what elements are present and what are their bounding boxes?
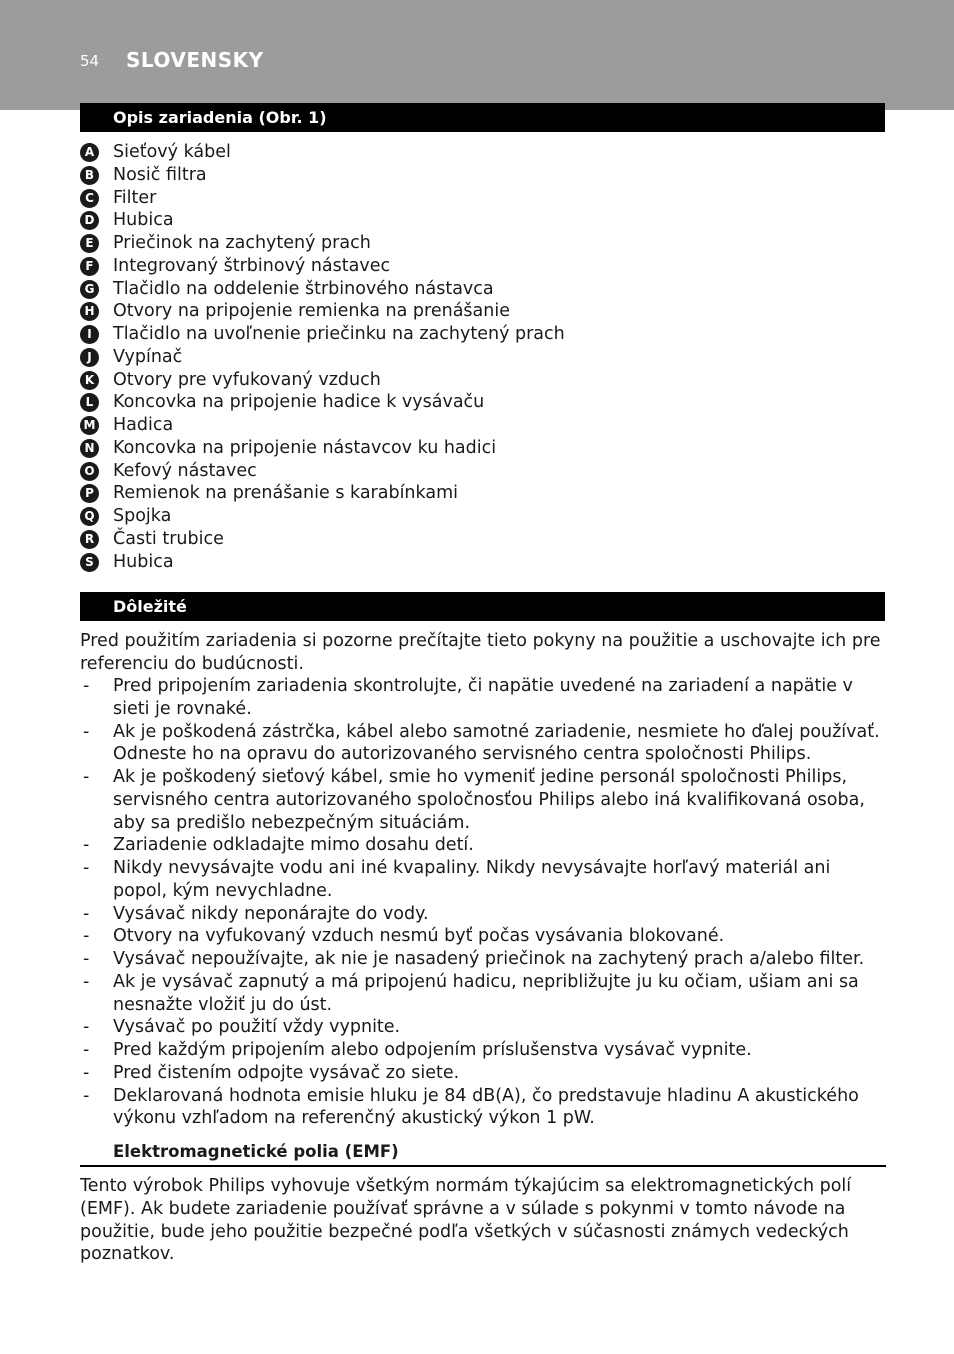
bullet-text: Ak je poškodená zástrčka, kábel alebo samotné zariadenie, nesmiete ho ďalej používať. Odneste ho na opravu do autorizovaného servisného centra spoločnosti Philips. <box>113 721 880 765</box>
letter-badge: O <box>80 462 99 481</box>
letter-badge: K <box>80 371 99 390</box>
list-item-label: Otvory na pripojenie remienka na prenášanie <box>113 301 510 322</box>
bullet-dash: - <box>83 858 90 878</box>
bullet-text: Ak je poškodený sieťový kábel, smie ho vymeniť jedine personál spoločnosti Philips, servisného centra autorizovaného spoločnosťou Philips alebo iná kvalifikovaná osoba, aby sa predišlo nebezpečným situáciám. <box>113 767 865 833</box>
list-item-label: Integrovaný štrbinový nástavec <box>113 255 391 276</box>
bullet-dash: - <box>83 903 90 924</box>
bullet-text: Vysávač nikdy neponárajte do vody. <box>113 903 429 924</box>
bullet-dash: - <box>83 971 90 992</box>
page-number: 54 <box>80 52 100 70</box>
bullet-text: Deklarovaná hodnota emisie hluku je 84 dB(A), čo predstavuje hladinu A akustického výkonu vzhľadom na referenčný akustický výkon 1 pW. <box>113 1085 859 1129</box>
list-item-label: Hadica <box>113 415 174 435</box>
list-item <box>80 300 885 323</box>
section-bar-important <box>80 592 885 621</box>
list-item <box>80 141 885 164</box>
emf-divider <box>80 1165 886 1167</box>
list-item <box>80 948 885 971</box>
list-item <box>80 675 885 721</box>
bullet-text: Pred každým pripojením alebo odpojením príslušenstva vysávač vypnite. <box>113 1040 752 1060</box>
list-item <box>80 323 885 346</box>
bullet-dash: - <box>83 1085 90 1106</box>
list-item <box>80 1039 885 1062</box>
list-item <box>80 857 885 903</box>
emf-body: Tento výrobok Philips vyhovuje všetkým normám týkajúcim sa elektromagnetických polí (EMF). Ak budete zariadenie používať správne a v súlade s pokynmi v tomto návode na použitie, bude jeho použitie bezpečné podľa všetkých v súčasnosti známych vedeckých poznatkov. <box>80 1176 852 1265</box>
list-item <box>80 834 885 857</box>
list-item-label: Spojka <box>113 506 172 526</box>
list-item-label: Otvory pre vyfukovaný vzduch <box>113 369 381 390</box>
bullet-dash: - <box>83 1062 90 1083</box>
bullet-text: Pred pripojením zariadenia skontrolujte, či napätie uvedené na zariadení a napätie v sieti je rovnaké. <box>113 676 853 719</box>
list-item-label: Tlačidlo na uvoľnenie priečinku na zachytený prach <box>113 324 565 344</box>
list-item-label: Sieťový kábel <box>113 142 231 162</box>
bullet-text: Pred čistením odpojte vysávač zo siete. <box>113 1062 460 1083</box>
letter-badge: E <box>80 234 99 253</box>
section-bar-description <box>80 103 885 132</box>
letter-badge: N <box>80 439 99 458</box>
list-item <box>80 766 885 834</box>
letter-badge: F <box>80 257 99 276</box>
list-item-label: Filter <box>113 187 157 208</box>
list-item-label: Koncovka na pripojenie hadice k vysávaču <box>113 392 485 413</box>
letter-badge: P <box>80 484 99 503</box>
bullet-dash: - <box>83 949 90 969</box>
list-item-label: Koncovka na pripojenie nástavcov ku hadici <box>113 437 497 458</box>
list-item <box>80 278 885 301</box>
bullet-dash: - <box>83 721 90 742</box>
list-item <box>80 1062 885 1085</box>
letter-badge: J <box>80 348 99 367</box>
bullet-dash: - <box>83 926 90 947</box>
list-item <box>80 414 885 437</box>
list-item <box>80 971 885 1017</box>
bullet-text: Otvory na vyfukovaný vzduch nesmú byť počas vysávania blokované. <box>113 926 725 947</box>
bullet-dash: - <box>83 835 90 856</box>
page-header <box>0 0 954 110</box>
list-item <box>80 1016 885 1039</box>
list-item <box>80 505 885 528</box>
letter-badge: B <box>80 166 99 185</box>
list-item-label: Hubica <box>113 210 174 231</box>
language-title: SLOVENSKY <box>126 48 264 72</box>
list-item <box>80 437 885 460</box>
letter-badge: D <box>80 211 99 230</box>
list-item-label: Remienok na prenášanie s karabínkami <box>113 483 458 504</box>
list-item <box>80 1085 885 1131</box>
letter-badge: L <box>80 393 99 412</box>
letter-badge: A <box>80 143 99 162</box>
emf-heading: Elektromagnetické polia (EMF) <box>113 1142 399 1161</box>
section-title-important: Dôležité <box>113 597 187 616</box>
list-item-label: Priečinok na zachytený prach <box>113 233 371 253</box>
letter-badge: S <box>80 553 99 572</box>
list-item <box>80 255 885 278</box>
bullet-text: Ak je vysávač zapnutý a má pripojenú hadicu, nepribližujte ju ku očiam, ušiam ani sa nesnažte vložiť ju do úst. <box>113 971 859 1015</box>
list-item <box>80 528 885 551</box>
list-item <box>80 369 885 392</box>
list-item <box>80 460 885 483</box>
list-item-label: Tlačidlo na oddelenie štrbinového nástavca <box>113 278 494 299</box>
list-item <box>80 903 885 926</box>
bullet-text: Zariadenie odkladajte mimo dosahu detí. <box>113 835 474 856</box>
list-item <box>80 482 885 505</box>
bullet-dash: - <box>83 767 90 787</box>
list-item <box>80 232 885 255</box>
list-item <box>80 164 885 187</box>
letter-badge: I <box>80 325 99 344</box>
bullet-dash: - <box>83 1017 90 1038</box>
list-item <box>80 346 885 369</box>
letter-badge: M <box>80 416 99 435</box>
list-item <box>80 209 885 232</box>
bullet-dash: - <box>83 676 90 696</box>
list-item-label: Vypínač <box>113 346 183 367</box>
bullet-dash: - <box>83 1040 90 1060</box>
list-item <box>80 721 885 767</box>
list-item-label: Kefový nástavec <box>113 460 257 481</box>
list-item <box>80 187 885 210</box>
list-item-label: Hubica <box>113 551 174 572</box>
list-item <box>80 551 885 574</box>
bullet-text: Vysávač nepoužívajte, ak nie je nasadený priečinok na zachytený prach a/alebo filter. <box>113 949 865 969</box>
list-item <box>80 391 885 414</box>
letter-badge: H <box>80 302 99 321</box>
parts-list <box>80 141 885 573</box>
letter-badge: G <box>80 280 99 299</box>
letter-badge: R <box>80 530 99 549</box>
list-item <box>80 925 885 948</box>
list-item-label: Časti trubice <box>113 528 224 549</box>
letter-badge: Q <box>80 507 99 526</box>
list-item-label: Nosič filtra <box>113 164 207 185</box>
important-intro: Pred použitím zariadenia si pozorne prečítajte tieto pokyny na použitie a uschovajte ich pre referenciu do budúcnosti. <box>80 631 881 674</box>
bullet-text: Nikdy nevysávajte vodu ani iné kvapaliny. Nikdy nevysávajte horľavý materiál ani popol, kým nevychladne. <box>113 858 831 901</box>
section-title-description: Opis zariadenia (Obr. 1) <box>113 108 327 127</box>
bullet-text: Vysávač po použití vždy vypnite. <box>113 1017 401 1038</box>
safety-list <box>80 675 885 1130</box>
letter-badge: C <box>80 189 99 208</box>
